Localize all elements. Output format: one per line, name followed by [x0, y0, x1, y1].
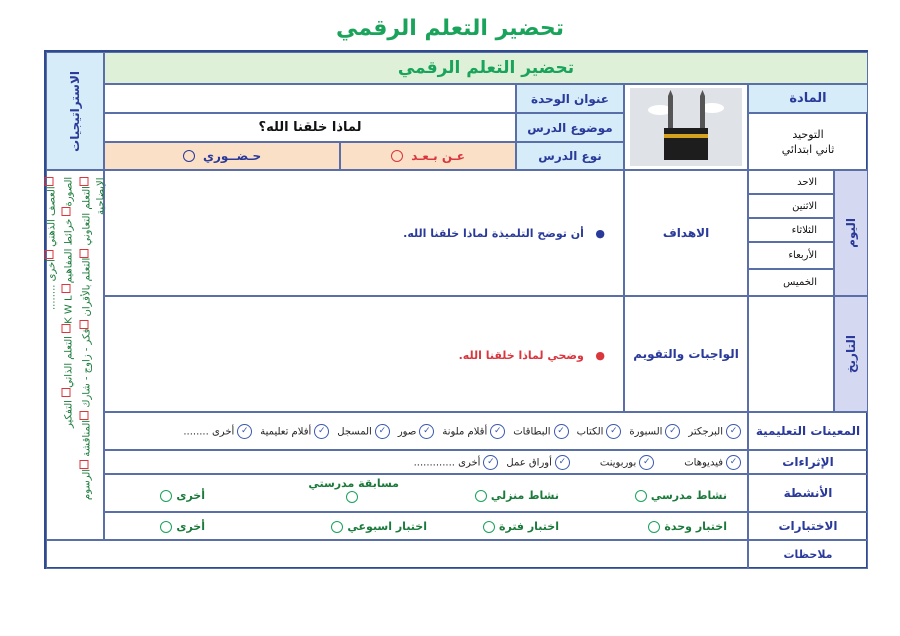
radio-icon[interactable] [331, 521, 343, 533]
lesson-topic-value[interactable]: لماذا خلقنا الله؟ [104, 113, 516, 142]
tests-content [104, 512, 748, 540]
strategies-col-3: العصف الذهني أخرى ........ [44, 177, 60, 537]
aid-item[interactable]: ✓أخرى ........ [183, 424, 252, 439]
lesson-plan-frame [44, 50, 868, 569]
enrichment-content [104, 450, 748, 474]
enrichment-list [406, 455, 741, 470]
radio-icon[interactable] [648, 521, 660, 533]
enrichment-item[interactable]: ✓فيديوهات [684, 455, 741, 470]
test-option[interactable]: اختبار وحدة [648, 520, 727, 533]
strategies-col-1: التعلم التعاوني التعلم بالأقران فكر - زاوج - شارك المناقشة الرسوم الإيضاحية [81, 177, 107, 500]
day-tuesday[interactable]: الثلاثاء [748, 218, 834, 242]
activity-option[interactable]: مسابقة مدرستي [308, 477, 399, 503]
activities-content [104, 474, 748, 512]
check-icon: ✓ [555, 455, 570, 470]
strategies-label: الاستراتيجيات [68, 70, 82, 152]
activities-label: الأنشطة [748, 474, 868, 512]
strategies-col-2: الصورة خرائط المفاهيم K W L التعلم الذاتي التفكير [63, 177, 75, 429]
subject-label: المادة [748, 84, 868, 113]
banner [104, 52, 868, 84]
check-icon: ✓ [554, 424, 569, 439]
notes-label: ملاحظات [748, 540, 868, 569]
enrichment-label: الإثراءات [748, 450, 868, 474]
check-icon: ✓ [606, 424, 621, 439]
radio-icon[interactable] [160, 490, 172, 502]
strategies-label-cell [46, 52, 104, 170]
radio-icon[interactable] [346, 491, 358, 503]
activity-option[interactable]: أخرى [160, 489, 205, 502]
unit-value[interactable] [104, 84, 516, 113]
check-icon: ✓ [237, 424, 252, 439]
aid-item[interactable]: ✓البرجكتر [688, 424, 741, 439]
aid-item[interactable]: ✓المسجل [337, 424, 390, 439]
tests-label: الاختبارات [748, 512, 868, 540]
test-option[interactable]: أخرى [160, 520, 205, 533]
remote-option[interactable]: عـن بـعـد [340, 142, 516, 170]
subject-value: التوحيد ثاني ابتدائي [748, 113, 868, 170]
aid-item[interactable]: ✓السبورة [629, 424, 680, 439]
inperson-option[interactable]: حـضــوري [104, 142, 340, 170]
radio-icon[interactable] [635, 490, 647, 502]
aid-item[interactable]: ✓الكتاب [577, 424, 622, 439]
strategies-list [46, 170, 107, 540]
page-title: تحضير التعلم الرقمي [335, 16, 565, 41]
date-label: التاريخ [844, 334, 858, 374]
unit-label: عنوان الوحدة [516, 84, 624, 113]
check-icon: ✓ [490, 424, 505, 439]
radio-icon[interactable] [483, 521, 495, 533]
enrichment-item[interactable]: ✓أوراق عمل [506, 455, 569, 470]
check-icon: ✓ [419, 424, 434, 439]
enrichment-item[interactable]: ✓أخرى ............. [414, 455, 499, 470]
activity-option[interactable]: نشاط منزلي [475, 489, 559, 502]
test-option[interactable]: اختبار فترة [483, 520, 559, 533]
check-icon: ✓ [639, 455, 654, 470]
activity-option[interactable]: نشاط مدرسي [635, 489, 727, 502]
check-icon: ✓ [375, 424, 390, 439]
radio-icon[interactable] [183, 150, 195, 162]
aid-item[interactable]: ✓أقلام ملونة [442, 424, 505, 439]
day-label-cell [834, 170, 868, 296]
objective-item: ● أن توضح التلميذة لماذا خلقنا الله. [403, 227, 605, 240]
day-wednesday[interactable]: الأربعاء [748, 242, 834, 269]
check-icon: ✓ [726, 455, 741, 470]
check-icon: ✓ [665, 424, 680, 439]
radio-icon[interactable] [160, 521, 172, 533]
check-icon: ✓ [726, 424, 741, 439]
homework-item: ● وضحي لماذا خلقنا الله. [458, 349, 605, 362]
aids-list [175, 424, 741, 439]
enrichment-item[interactable]: ✓بوربوينت [600, 455, 654, 470]
lesson-topic-label: موضوع الدرس [516, 113, 624, 142]
objectives-content [104, 170, 624, 296]
banner-title: تحضير التعلم الرقمي [397, 58, 575, 78]
objectives-label: الاهداف [624, 170, 748, 296]
aid-item[interactable]: ✓أفلام تعليمية [260, 424, 329, 439]
kaaba-icon [630, 88, 742, 166]
check-icon: ✓ [483, 455, 498, 470]
homework-label: الواجبات والتقويم [624, 296, 748, 412]
date-value[interactable] [748, 296, 834, 412]
radio-icon[interactable] [475, 490, 487, 502]
aid-item[interactable]: ✓البطاقات [513, 424, 568, 439]
radio-icon[interactable] [391, 150, 403, 162]
aids-label: المعينات التعليمية [748, 412, 868, 450]
day-thursday[interactable]: الخميس [748, 269, 834, 296]
aid-item[interactable]: ✓صور [398, 424, 435, 439]
check-icon: ✓ [314, 424, 329, 439]
aids-content [104, 412, 748, 450]
date-label-cell [834, 296, 868, 412]
notes-value[interactable] [46, 540, 748, 569]
day-monday[interactable]: الاثنين [748, 194, 834, 218]
day-sunday[interactable]: الاحد [748, 170, 834, 194]
day-label: اليوم [844, 218, 858, 248]
subject-image-cell [624, 84, 748, 170]
homework-content [104, 296, 624, 412]
lesson-type-label: نوع الدرس [516, 142, 624, 170]
test-option[interactable]: اختبار اسبوعي [331, 520, 427, 533]
